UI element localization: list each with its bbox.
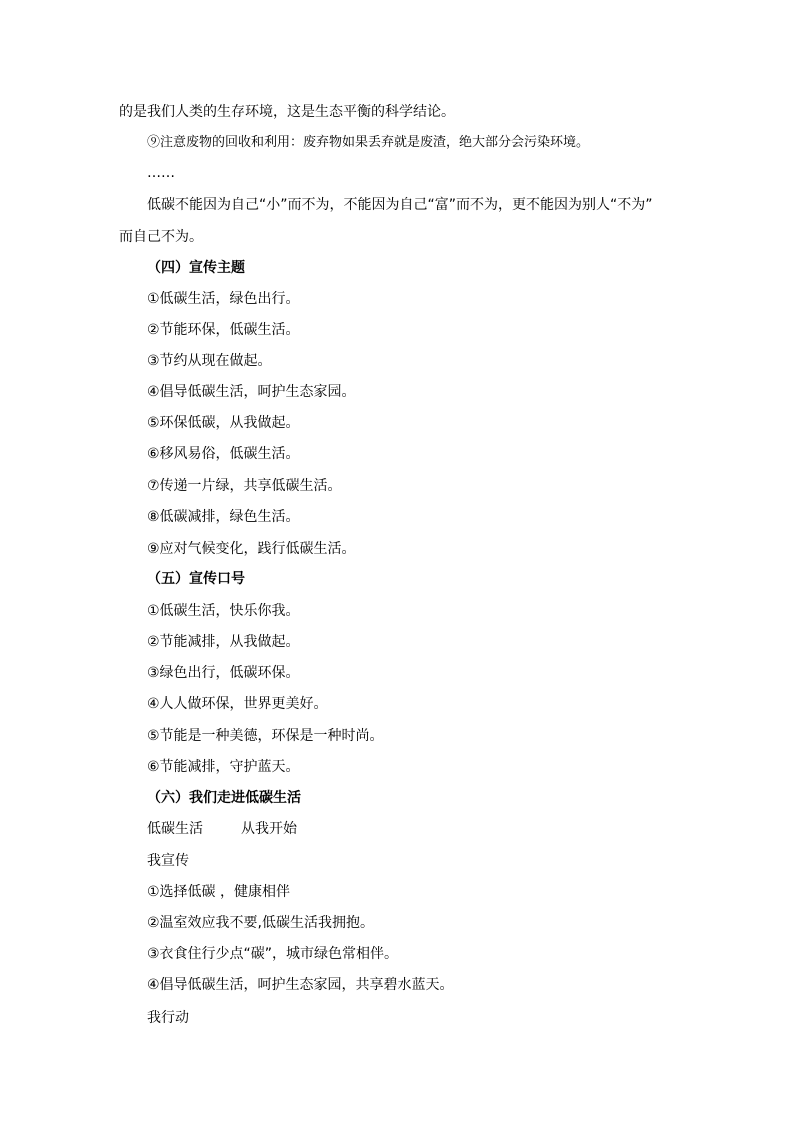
list-item: ③节约从现在做起。	[147, 353, 272, 369]
paragraph-line: 低碳不能因为自己“小”而不为，不能因为自己“富”而不为，更不能因为别人“不为”	[147, 197, 653, 213]
list-item: ③衣食住行少点“碳”，城市绿色常相伴。	[147, 946, 399, 962]
subheading: 我宣传	[147, 853, 189, 869]
list-item: ④倡导低碳生活，呵护生态家园。	[147, 384, 356, 400]
list-item: ⑦传递一片绿，共享低碳生活。	[147, 478, 342, 494]
ellipsis-line: ……	[147, 165, 175, 181]
slogan-line	[147, 819, 297, 839]
section-heading: （五）宣传口号	[147, 571, 245, 587]
slogan-part: 低碳生活	[147, 821, 203, 837]
list-item: ④倡导低碳生活，呵护生态家园，共享碧水蓝天。	[147, 977, 454, 993]
slogan-part: 从我开始	[241, 821, 297, 837]
list-item: ⑨应对气候变化，践行低碳生活。	[147, 541, 356, 557]
paragraph-line: 的是我们人类的生存环境，这是生态平衡的科学结论。	[119, 104, 455, 120]
paragraph-line: ⑨注意废物的回收和利用：废弃物如果丢弃就是废渣，绝大部分会污染环境。	[147, 135, 590, 150]
list-item: ②节能环保，低碳生活。	[147, 322, 300, 338]
list-item: ②节能减排，从我做起。	[147, 634, 300, 650]
list-item: ⑤环保低碳，从我做起。	[147, 415, 300, 431]
list-item: ⑥移风易俗，低碳生活。	[147, 446, 300, 462]
list-item: ①低碳生活，快乐你我。	[147, 603, 300, 619]
list-item: ④人人做环保，世界更美好。	[147, 696, 328, 712]
subheading: 我行动	[147, 1010, 189, 1026]
list-item: ⑥节能减排，守护蓝天。	[147, 759, 300, 775]
section-heading: （四）宣传主题	[147, 260, 245, 276]
list-item: ①选择低碳 ，健康相伴	[147, 884, 291, 900]
paragraph-line: 而自己不为。	[119, 229, 203, 245]
list-item: ①低碳生活，绿色出行。	[147, 291, 300, 307]
list-item: ③绿色出行，低碳环保。	[147, 665, 300, 681]
list-item: ⑧低碳减排，绿色生活。	[147, 509, 300, 525]
section-heading: （六）我们走进低碳生活	[147, 790, 301, 806]
list-item: ⑤节能是一种美德，环保是一种时尚。	[147, 728, 384, 744]
list-item: ②温室效应我不要,低碳生活我拥抱。	[147, 915, 375, 931]
